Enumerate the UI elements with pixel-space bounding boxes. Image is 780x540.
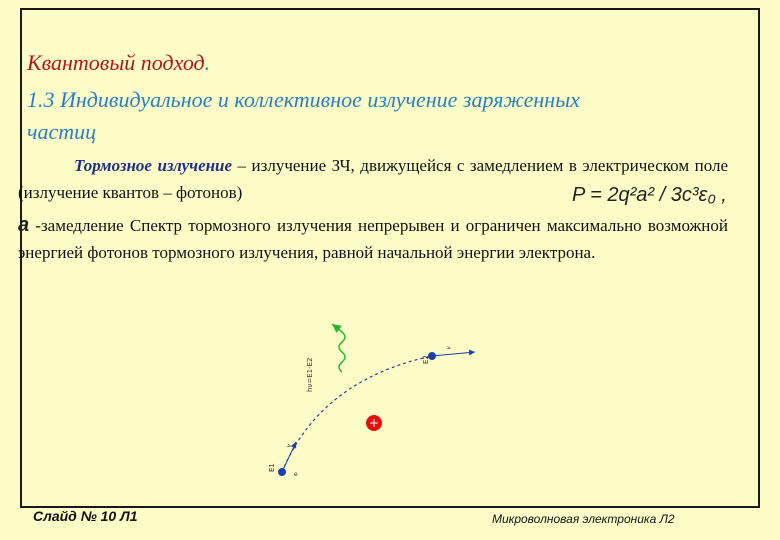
definition-text: – излучение ЗЧ, движущейся с замедлением в электрическом поле (излучение квантов – фотонов) [18, 156, 728, 202]
a-symbol: a [18, 214, 30, 236]
deceleration-text: -замедление Спектр тормозного излучения непрерывен и ограничен максимально возможной энергией фотонов тормозного излучения, равной начальной энергии электрона. [18, 216, 728, 262]
photon-wave [332, 324, 345, 372]
label-velocity-initial: v [285, 442, 294, 449]
deceleration-paragraph [18, 212, 728, 266]
power-formula: P = 2q²a² / 3c³ε₀ , [572, 184, 727, 206]
label-photon: hν=E1-E2 [306, 357, 314, 392]
velocity-arrow-final [432, 352, 475, 356]
label-velocity-final: v [445, 345, 453, 351]
bremsstrahlung-diagram [250, 300, 510, 490]
electron-initial [278, 468, 286, 476]
label-e2: E2 [422, 355, 430, 364]
nucleus-plus: + [368, 416, 380, 430]
term-bremsstrahlung: Тормозное излучение [74, 156, 233, 175]
slide-title: Квантовый подход. [27, 50, 211, 75]
slide-subtitle: 1.3 Индивидуальное и коллективное излучение заряженных частиц [27, 87, 580, 144]
footer-slide-number: Слайд № 10 Л1 [33, 508, 138, 524]
electron-trajectory [282, 356, 432, 472]
footer-course-name: Микроволновая электроника Л2 [492, 512, 675, 526]
label-electron-charge: e [294, 471, 298, 478]
label-e1: E1 [268, 463, 276, 472]
slide-body [18, 152, 728, 266]
